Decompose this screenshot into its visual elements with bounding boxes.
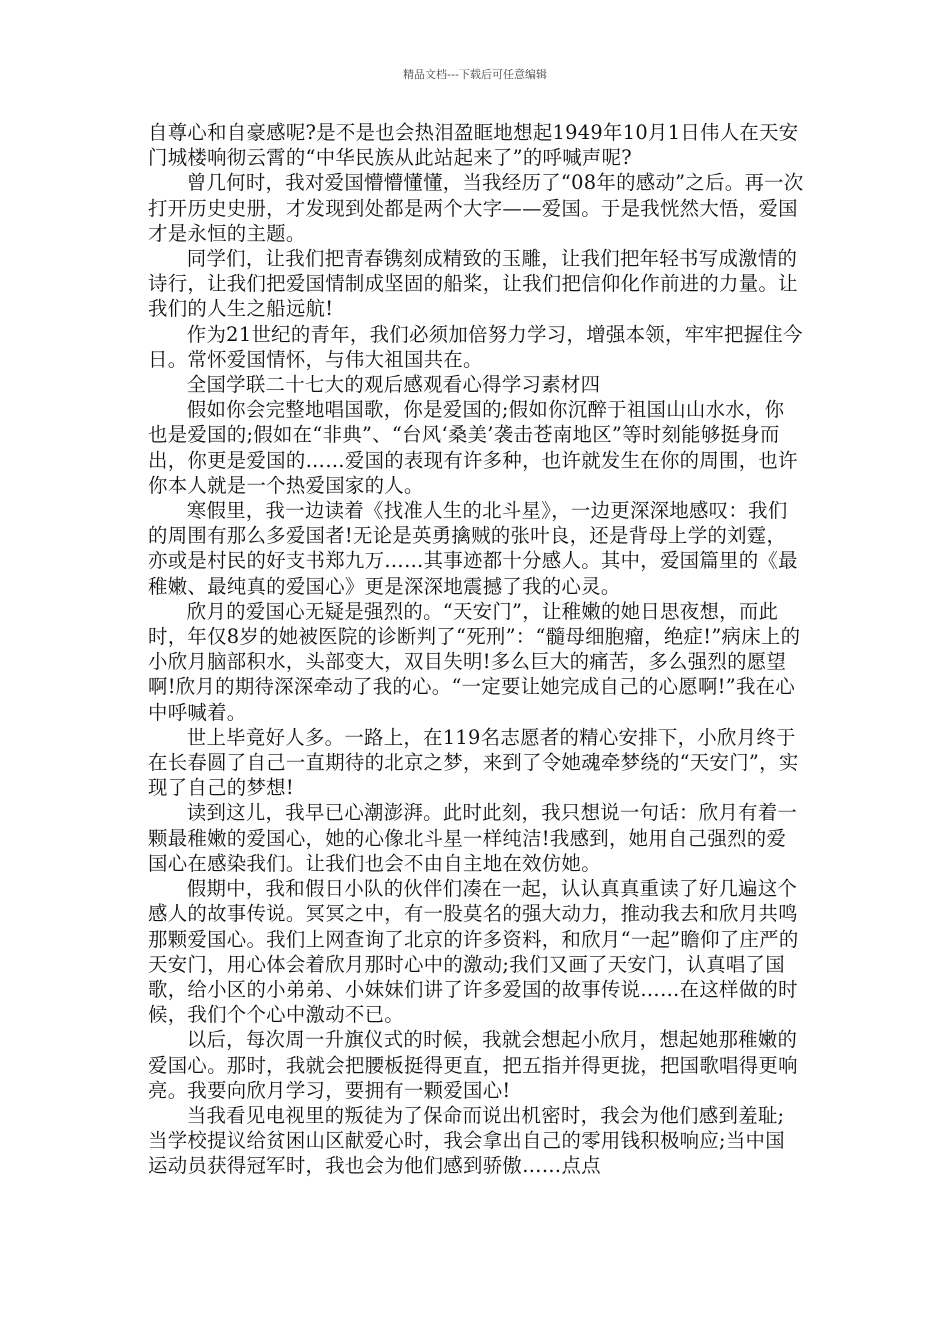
paragraph: 曾几何时，我对爱国懵懵懂懂，当我经历了“08年的感动”之后。再一次打开历史史册，才发现到处都是两个大字——爱国。于是我恍然大悟，爱国才是永恒的主题。 [148,171,804,245]
paragraph: 假如你会完整地唱国歌，你是爱国的;假如你沉醉于祖国山山水水，你也是爱国的;假如在“非典”、“台风‘桑美’袭击苍南地区”等时刻能够挺身而出，你更是爱国的……爱国的表现有许多种，也许就发生在你的周围，也许你本人就是一个热爱国家的人。 [148,398,798,497]
paragraph: 假期中，我和假日小队的伙伴们凑在一起，认认真真重读了好几遍这个感人的故事传说。冥冥之中，有一股莫名的强大动力，推动我去和欣月共鸣那颗爱国心。我们上网查询了北京的许多资料，和欣月“一起”瞻仰了庄严的天安门，用心体会着欣月那时心中的激动;我们又画了天安门，认真唱了国歌，给小区的小弟弟、小妹妹们讲了许多爱国的故事传说……在这样做的时候，我们个个心中激动不已。 [148,877,799,1027]
paragraph: 寒假里，我一边读着《找准人生的北斗星》，一边更深深地感叹：我们的周围有那么多爱国者!无论是英勇擒贼的张叶良，还是背母上学的刘霆，亦或是村民的好支书郑九万……其事迹都十分感人。其中，爱国篇里的《最稚嫩、最纯真的爱国心》更是深深地震撼了我的心灵。 [148,499,798,598]
page-header: 精品文档---下载后可任意编辑 [403,68,547,81]
paragraph: 作为21世纪的青年，我们必须加倍努力学习，增强本领，牢牢把握住今日。常怀爱国情怀，与伟大祖国共在。 [148,322,803,371]
document-body [148,120,804,1179]
paragraph: 以后，每次周一升旗仪式的时候，我就会想起小欣月，想起她那稚嫩的爱国心。那时，我就会把腰板挺得更直，把五指并得更拢，把国歌唱得更响亮。我要向欣月学习，要拥有一颗爱国心! [148,1028,798,1102]
paragraph: 自尊心和自豪感呢?是不是也会热泪盈眶地想起1949年10月1日伟人在天安门城楼响彻云霄的“中华民族从此站起来了”的呼喊声呢? [148,121,799,170]
paragraph: 当我看见电视里的叛徒为了保命而说出机密时，我会为他们感到羞耻;当学校提议给贫困山区献爱心时，我会拿出自己的零用钱积极响应;当中国运动员获得冠军时，我也会为他们感到骄傲……点点 [148,1103,785,1178]
paragraph: 同学们，让我们把青春镌刻成精致的玉雕，让我们把年轻书写成激情的诗行，让我们把爱国情制成坚固的船桨，让我们把信仰化作前进的力量。让我们的人生之船远航! [148,247,798,321]
paragraph: 世上毕竟好人多。一路上，在119名志愿者的精心安排下，小欣月终于在长春圆了自己一直期待的北京之梦，来到了令她魂牵梦绕的“天安门”，实现了自己的梦想! [148,725,799,800]
section-heading: 全国学联二十七大的观后感观看心得学习素材四 [186,373,601,397]
paragraph: 欣月的爱国心无疑是强烈的。“天安门”，让稚嫩的她日思夜想，而此时，年仅8岁的她被医院的诊断判了“死刑”：“髓母细胞瘤，绝症!”病床上的小欣月脑部积水，头部变大，双目失明!多么巨大的痛苦，多么强烈的愿望啊!欣月的期待深深牵动了我的心。“一定要让她完成自己的心愿啊!”我在心中呼喊着。 [148,599,801,724]
paragraph: 读到这儿，我早已心潮澎湃。此时此刻，我只想说一句话：欣月有着一颗最稚嫩的爱国心，她的心像北斗星一样纯洁!我感到，她用自己强烈的爱国心在感染我们。让我们也会不由自主地在效仿她。 [148,801,798,875]
